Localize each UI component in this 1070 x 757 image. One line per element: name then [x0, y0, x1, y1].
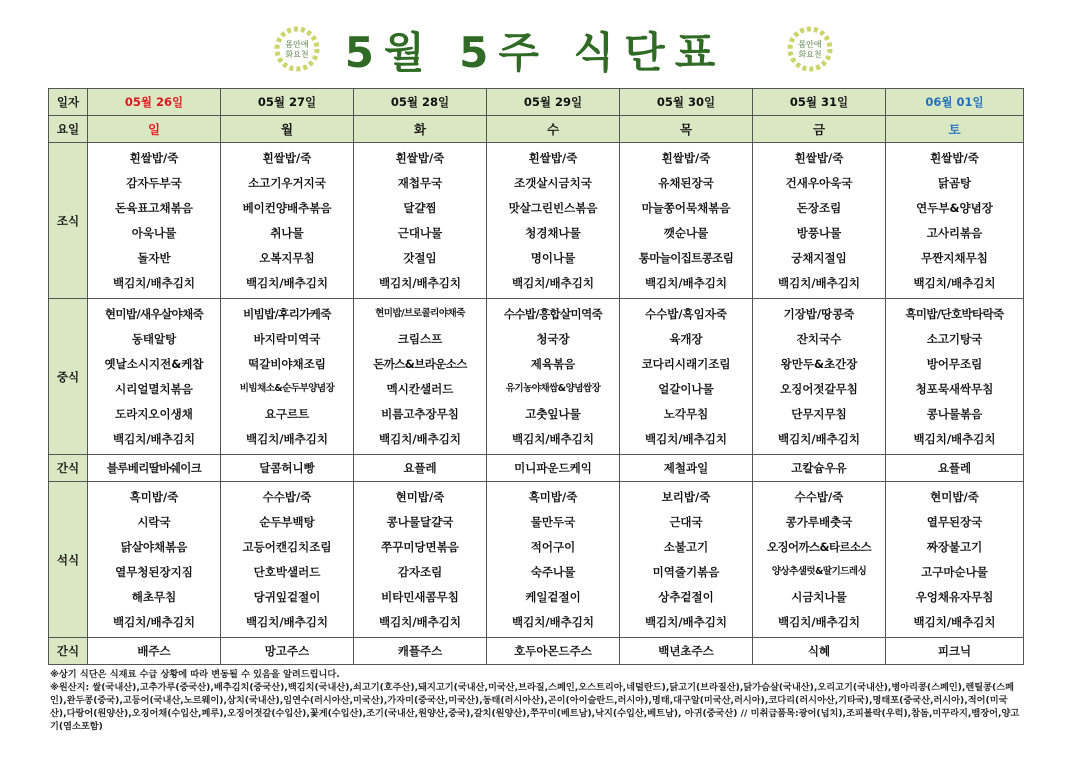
- menu-item: 오징어젓갈무침: [780, 382, 858, 397]
- lunch-cell: [753, 299, 886, 455]
- snack-cell: 배주스: [88, 638, 221, 665]
- menu-item: 소고기탕국: [926, 331, 983, 346]
- menu-item: 단호박샐러드: [253, 565, 321, 580]
- lunch-cell: [354, 299, 487, 455]
- menu-item: 흑미밥/죽: [528, 489, 578, 504]
- menu-item: 당귀잎겉절이: [253, 590, 321, 605]
- date-row: [49, 89, 1024, 116]
- menu-item: 콩나물볶음: [926, 407, 983, 422]
- day-cell: 금: [753, 116, 886, 143]
- menu-item: 육개장: [669, 331, 703, 346]
- menu-item: 방풍나물: [796, 226, 842, 241]
- logo-right: [785, 24, 835, 74]
- dinner-cell: [886, 482, 1024, 638]
- menu-item: 왕만두&초간장: [780, 356, 858, 371]
- date-cell: 05월 29일: [487, 89, 620, 116]
- lunch-cell: [88, 299, 221, 455]
- menu-item: 멕시칸샐러드: [386, 382, 454, 397]
- breakfast-cell: [221, 143, 354, 299]
- menu-item: 백김치/배추김치: [778, 276, 860, 291]
- breakfast-cell: [753, 143, 886, 299]
- menu-item: 소불고기: [663, 539, 709, 554]
- menu-item: 청포묵새싹무침: [915, 382, 994, 397]
- menu-item: 케일겉절이: [525, 590, 581, 605]
- menu-item: 오징어까스&타르소스: [766, 539, 871, 554]
- menu-item: 수수밥/죽: [262, 489, 312, 504]
- dinner-cell: [620, 482, 753, 638]
- row-label-lunch: 중식: [49, 299, 88, 455]
- menu-item: 양상추샐럿&딸기드레싱: [771, 566, 867, 578]
- menu-item: 소고기우거지국: [248, 175, 326, 190]
- menu-item: 근대국: [669, 514, 703, 529]
- menu-item: 제육볶음: [530, 356, 576, 371]
- date-cell: 05월 28일: [354, 89, 487, 116]
- lunch-cell: [620, 299, 753, 455]
- day-cell: 화: [354, 116, 487, 143]
- menu-item: 무짠지채무침: [921, 251, 988, 266]
- menu-item: 닭곰탕: [937, 175, 972, 190]
- menu-item: 비빔밥/후리가케죽: [243, 306, 331, 321]
- origin-text: ※원산지: 쌀(국내산),고추가루(중국산),배추김치(중국산),백김치(국내산),쇠고기(호주산),돼지고기(국내산,미국산,브라질,스페인,오스트리아,네덜란드),닭고기(브라질산),닭가슴살(국내산),오리고기(국내산),병아리콩(스페인),렌틸콩(스페인),완두콩(중국),고등어(국내산,노르웨이),삼치(국내산),임연수(러시아산,미국산),가자미(중국산,미국산),동태(러시아산),곤이(아이슬란드,러시아),명태,대구알(미국산,러시아),코다리(러시아산,기타국),명태포(중국산,러시아),적어(미국산),다랑어(원양산),오징어채(수입산,페루),오징어젓갈(수입산),꽃게(수입산),조기(국내산,원양산,중국),갈치(원양산),쭈꾸미(베트남),낙지(수입산,베트남), 아귀(중국산) // 미취급품목:광어(넙치),조피볼락(우럭),참돔,미꾸라지,뱀장어,양고기(염소포함): [50, 682, 1020, 732]
- snack-cell: 망고주스: [221, 638, 354, 665]
- menu-item: 돌자반: [137, 251, 171, 266]
- menu-item: 백김치/배추김치: [246, 615, 328, 630]
- dinner-cell: [487, 482, 620, 638]
- menu-item: 도라지오이생채: [115, 407, 193, 422]
- menu-item: 흰쌀밥/죽: [930, 150, 979, 165]
- breakfast-cell: [354, 143, 487, 299]
- menu-item: 바지락미역국: [253, 331, 321, 346]
- menu-item: 백김치/배추김치: [645, 615, 727, 630]
- menu-item: 맛살그린빈스볶음: [508, 200, 598, 215]
- menu-item: 해초무침: [131, 590, 177, 605]
- breakfast-row: [49, 143, 1024, 299]
- row-label-day: 요일: [49, 116, 88, 143]
- breakfast-cell: [88, 143, 221, 299]
- menu-item: 흰쌀밥/죽: [262, 150, 312, 165]
- menu-item: 동태알탕: [131, 331, 177, 346]
- menu-item: 방어무조림: [926, 356, 983, 371]
- menu-item: 백김치/배추김치: [113, 276, 195, 291]
- menu-item: 오복지무침: [259, 251, 315, 266]
- menu-item: 아욱나물: [131, 226, 177, 241]
- menu-item: 수수밥/흥합살미역죽: [503, 306, 603, 321]
- day-cell: 일: [88, 116, 221, 143]
- day-cell: 목: [620, 116, 753, 143]
- snack-cell: 요플레: [354, 455, 487, 482]
- menu-item: 노각무침: [663, 407, 709, 422]
- menu-item: 백김치/배추김치: [913, 615, 996, 630]
- menu-item: 보리밥/죽: [661, 489, 711, 504]
- menu-item: 쭈꾸미당면볶음: [381, 539, 459, 554]
- snack-cell: 식혜: [753, 638, 886, 665]
- notice-text: ※상기 식단은 식재료 수급 상황에 따라 변동될 수 있음을 알려드립니다.: [50, 669, 340, 680]
- dinner-cell: [221, 482, 354, 638]
- menu-item: 얼갈이나물: [658, 382, 714, 397]
- breakfast-cell: [620, 143, 753, 299]
- menu-item: 조갯살시금치국: [514, 175, 592, 190]
- menu-item: 흰쌀밥/죽: [395, 150, 445, 165]
- menu-item: 백김치/배추김치: [113, 432, 195, 447]
- menu-item: 마늘쫑어묵채볶음: [641, 200, 731, 215]
- menu-item: 고사리볶음: [926, 226, 983, 241]
- menu-item: 갓절임: [403, 251, 437, 266]
- menu-item: 베이컨양배추볶음: [242, 200, 332, 215]
- menu-item: 명이나물: [530, 251, 576, 266]
- row-label-breakfast: 조식: [49, 143, 88, 299]
- menu-item: 유채된장국: [658, 175, 714, 190]
- row-label-snack1: 간식: [49, 455, 88, 482]
- menu-item: 짜장불고기: [926, 539, 983, 554]
- menu-item: 유기농야채쌈&양념쌈장: [505, 383, 601, 395]
- menu-item: 백김치/배추김치: [512, 432, 594, 447]
- menu-item: 비타민새콤무침: [381, 590, 459, 605]
- menu-item: 비름고추장무침: [381, 407, 459, 422]
- menu-item: 물만두국: [530, 514, 576, 529]
- menu-item: 수수밥/흑임자죽: [645, 306, 727, 321]
- snack-cell: 캐플주스: [354, 638, 487, 665]
- breakfast-cell: [487, 143, 620, 299]
- menu-item: 수수밥/죽: [794, 489, 844, 504]
- menu-item: 취나물: [270, 226, 304, 241]
- menu-item: 고등어캔김치조림: [242, 539, 332, 554]
- dinner-cell: [753, 482, 886, 638]
- snack-cell: 호두아몬드주스: [487, 638, 620, 665]
- menu-item: 적어구이: [530, 539, 576, 554]
- menu-item: 백김치/배추김치: [913, 276, 996, 291]
- menu-item: 고구마순나물: [921, 565, 988, 580]
- menu-item: 흑미밥/죽: [129, 489, 179, 504]
- menu-item: 백김치/배추김치: [379, 615, 461, 630]
- menu-item: 백김치/배추김치: [379, 432, 461, 447]
- menu-item: 흰쌀밥/죽: [528, 150, 578, 165]
- menu-item: 백김치/배추김치: [512, 615, 594, 630]
- lunch-cell: [886, 299, 1024, 455]
- menu-item: 돈육표고채볶음: [115, 200, 193, 215]
- menu-item: 근대나물: [397, 226, 443, 241]
- menu-item: 돈까스&브라운소스: [373, 356, 467, 371]
- date-cell: 05월 26일: [88, 89, 221, 116]
- menu-item: 궁채지절임: [791, 251, 847, 266]
- menu-item: 고춧잎나물: [525, 407, 581, 422]
- menu-item: 시리얼멸치볶음: [115, 382, 193, 397]
- menu-item: 흰쌀밥/죽: [129, 150, 179, 165]
- dinner-cell: [354, 482, 487, 638]
- snack-cell: 백년초주스: [620, 638, 753, 665]
- svg-text:몸안애: 몸안애: [798, 40, 822, 49]
- menu-item: 요구르트: [264, 407, 310, 422]
- menu-item: 감자두부국: [126, 175, 182, 190]
- menu-item: 백김치/배추김치: [379, 276, 461, 291]
- svg-text:화요천: 화요천: [798, 50, 822, 59]
- menu-item: 열무청된장지짐: [115, 565, 193, 580]
- menu-item: 깻순나물: [663, 226, 709, 241]
- day-cell: 수: [487, 116, 620, 143]
- menu-item: 숙주나물: [530, 565, 576, 580]
- menu-item: 흑미밥/단호박타락죽: [905, 306, 1004, 321]
- day-cell: 토: [886, 116, 1024, 143]
- menu-item: 백김치/배추김치: [913, 432, 996, 447]
- row-label-dinner: 석식: [49, 482, 88, 638]
- page-title: 5월 5주 식단표: [344, 28, 726, 77]
- menu-item: 크림스프: [397, 331, 443, 346]
- menu-item: 현미밥/새우살야채죽: [104, 306, 204, 321]
- menu-item: 감자조림: [397, 565, 443, 580]
- menu-item: 연두부&양념장: [916, 200, 993, 215]
- snack-cell: 요플레: [886, 455, 1024, 482]
- menu-item: 청국장: [536, 331, 570, 346]
- menu-item: 떡갈비야채조림: [248, 356, 326, 371]
- snack-cell: 블루베리딸바쉐이크: [88, 455, 221, 482]
- day-cell: 월: [221, 116, 354, 143]
- menu-item: 현미밥/죽: [930, 489, 979, 504]
- menu-item: 코다리시래기조림: [641, 356, 731, 371]
- date-cell: 05월 27일: [221, 89, 354, 116]
- menu-item: 상추겉절이: [658, 590, 714, 605]
- menu-item: 백김치/배추김치: [645, 276, 727, 291]
- svg-text:화요천: 화요천: [285, 50, 309, 59]
- menu-item: 콩나물달걀국: [386, 514, 454, 529]
- lunch-cell: [221, 299, 354, 455]
- menu-item: 백김치/배추김치: [778, 432, 860, 447]
- menu-item: 현미밥/죽: [395, 489, 445, 504]
- menu-item: 백김치/배추김치: [113, 615, 195, 630]
- menu-item: 비빔채소&순두부양념장: [239, 383, 335, 395]
- snack-cell: 고칼슘우유: [753, 455, 886, 482]
- date-cell: 05월 31일: [753, 89, 886, 116]
- footnotes: [50, 668, 1022, 733]
- menu-item: 우엉채유자무침: [915, 590, 994, 605]
- menu-item: 옛날소시지전&케찹: [104, 356, 204, 371]
- menu-item: 시락국: [137, 514, 171, 529]
- snack-cell: 미니파운드케익: [487, 455, 620, 482]
- lunch-cell: [487, 299, 620, 455]
- menu-item: 닭살야채볶음: [120, 539, 188, 554]
- row-label-snack2: 간식: [49, 638, 88, 665]
- menu-item: 청경채나물: [525, 226, 581, 241]
- menu-item: 백김치/배추김치: [246, 432, 328, 447]
- dinner-row: [49, 482, 1024, 638]
- page-header: [0, 0, 1070, 88]
- menu-item: 건새우아욱국: [785, 175, 853, 190]
- menu-item: 흰쌀밥/죽: [661, 150, 711, 165]
- menu-item: 현미밥/브로콜리야채죽: [375, 307, 465, 319]
- menu-item: 잔치국수: [796, 331, 842, 346]
- date-cell: 05월 30일: [620, 89, 753, 116]
- menu-item: 백김치/배추김치: [512, 276, 594, 291]
- row-label-date: 일자: [49, 89, 88, 116]
- menu-item: 콩가루배춧국: [785, 514, 853, 529]
- menu-item: 백김치/배추김치: [645, 432, 727, 447]
- snack1-row: [49, 455, 1024, 482]
- menu-item: 순두부백탕: [259, 514, 315, 529]
- menu-item: 미역줄기볶음: [652, 565, 720, 580]
- menu-item: 돈장조림: [796, 200, 842, 215]
- menu-item: 단무지무침: [791, 407, 847, 422]
- menu-table: [48, 88, 1024, 665]
- date-cell: 06월 01일: [886, 89, 1024, 116]
- breakfast-cell: [886, 143, 1024, 299]
- snack-cell: 달콤허니빵: [221, 455, 354, 482]
- snack-cell: 피크닉: [886, 638, 1024, 665]
- snack2-row: [49, 638, 1024, 665]
- snack-cell: 제철과일: [620, 455, 753, 482]
- menu-item: 흰쌀밥/죽: [794, 150, 844, 165]
- menu-item: 시금치나물: [791, 590, 847, 605]
- svg-text:몸안애: 몸안애: [285, 40, 309, 49]
- menu-item: 백김치/배추김치: [246, 276, 328, 291]
- menu-item: 열무된장국: [926, 514, 983, 529]
- menu-item: 통마늘이집트콩조림: [638, 251, 734, 266]
- dinner-cell: [88, 482, 221, 638]
- menu-item: 달걀찜: [403, 200, 437, 215]
- menu-item: 재첩무국: [397, 175, 443, 190]
- menu-item: 기장밥/땅콩죽: [783, 306, 855, 321]
- day-row: [49, 116, 1024, 143]
- lunch-row: [49, 299, 1024, 455]
- menu-item: 백김치/배추김치: [778, 615, 860, 630]
